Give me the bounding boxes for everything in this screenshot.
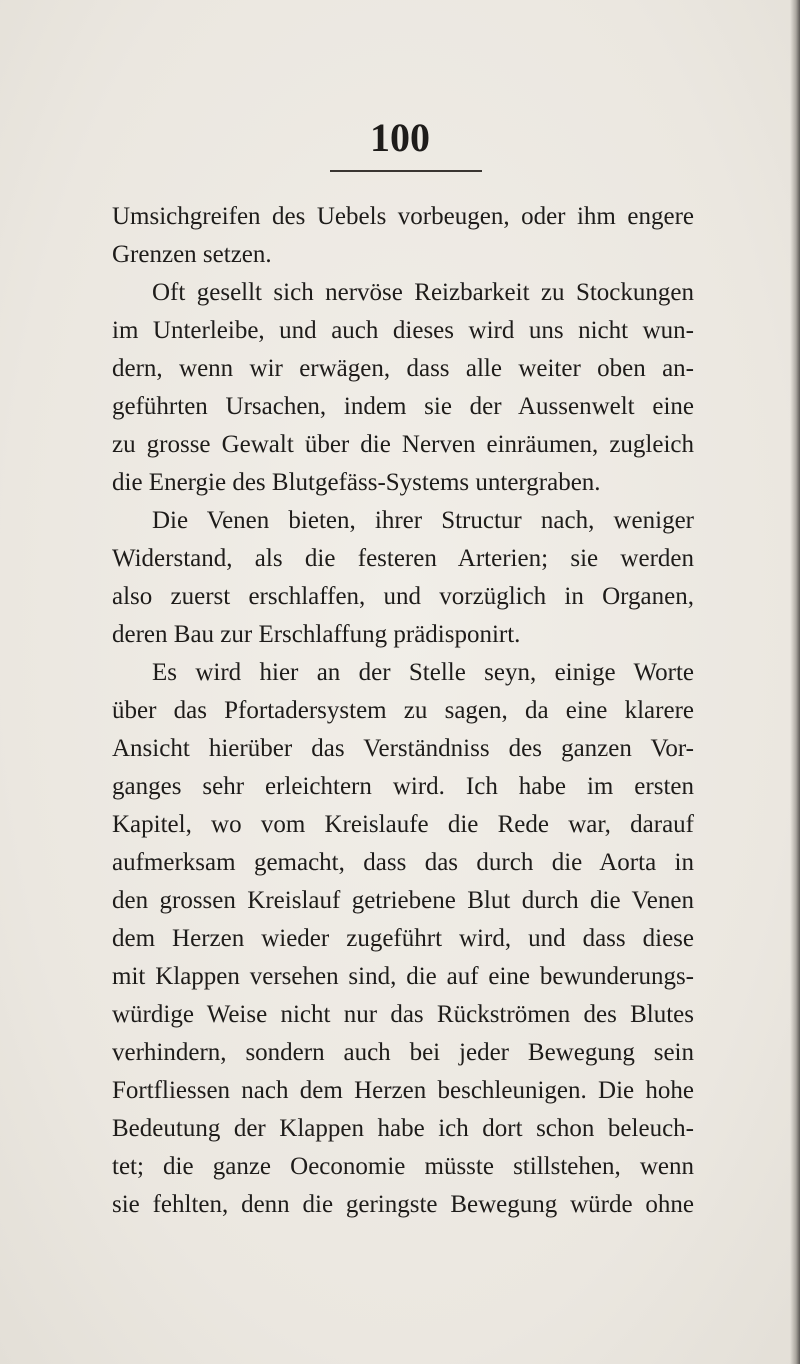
page-edge-shadow [790, 0, 800, 1364]
text-line: im Unterleibe, und auch dieses wird uns nicht wun- [112, 317, 694, 344]
text-line: über das Pfortadersystem zu sagen, da eine klarere [112, 697, 694, 724]
text-line: Fortfliessen nach dem Herzen beschleunigen. Die hohe [112, 1077, 694, 1104]
text-line: würdige Weise nicht nur das Rückströmen des Blutes [112, 1001, 694, 1028]
body-text [112, 198, 694, 1224]
text-line: dem Herzen wieder zugeführt wird, und dass diese [112, 925, 694, 952]
page-number: 100 [370, 115, 430, 160]
text-line: verhindern, sondern auch bei jeder Bewegung sein [112, 1039, 694, 1066]
text-line: die Energie des Blutgefäss-Systems untergraben. [112, 469, 601, 496]
text-line: ganges sehr erleichtern wird. Ich habe im ersten [112, 773, 694, 800]
text-line: geführten Ursachen, indem sie der Aussenwelt eine [112, 393, 694, 420]
text-line: aufmerksam gemacht, dass das durch die Aorta in [112, 849, 694, 876]
text-line: Es wird hier an der Stelle seyn, einige Worte [152, 659, 694, 686]
text-line: den grossen Kreislauf getriebene Blut durch die Venen [112, 887, 694, 914]
text-line: also zuerst erschlaffen, und vorzüglich in Organen, [112, 583, 694, 610]
text-line: dern, wenn wir erwägen, dass alle weiter oben an- [112, 355, 694, 382]
text-line: tet; die ganze Oeconomie müsste stillstehen, wenn [112, 1153, 694, 1180]
text-line: mit Klappen versehen sind, die auf eine bewunderungs- [112, 963, 694, 990]
text-line: Kapitel, wo vom Kreislaufe die Rede war, darauf [112, 811, 694, 838]
text-line: Oft gesellt sich nervöse Reizbarkeit zu Stockungen [152, 279, 694, 306]
text-line: zu grosse Gewalt über die Nerven einräumen, zugleich [112, 431, 694, 458]
text-line: Ansicht hierüber das Verständniss des ganzen Vor- [112, 735, 694, 762]
text-line: Die Venen bieten, ihrer Structur nach, weniger [152, 507, 694, 534]
text-line: Widerstand, als die festeren Arterien; sie werden [112, 545, 694, 572]
text-line: Umsichgreifen des Uebels vorbeugen, oder ihm engere [112, 203, 694, 230]
text-line: sie fehlten, denn die geringste Bewegung würde ohne [112, 1191, 694, 1218]
text-line: Bedeutung der Klappen habe ich dort schon beleuch- [112, 1115, 694, 1142]
page-number-rule [330, 170, 482, 172]
text-line: deren Bau zur Erschlaffung prädisponirt. [112, 621, 521, 648]
text-line: Grenzen setzen. [112, 241, 272, 268]
